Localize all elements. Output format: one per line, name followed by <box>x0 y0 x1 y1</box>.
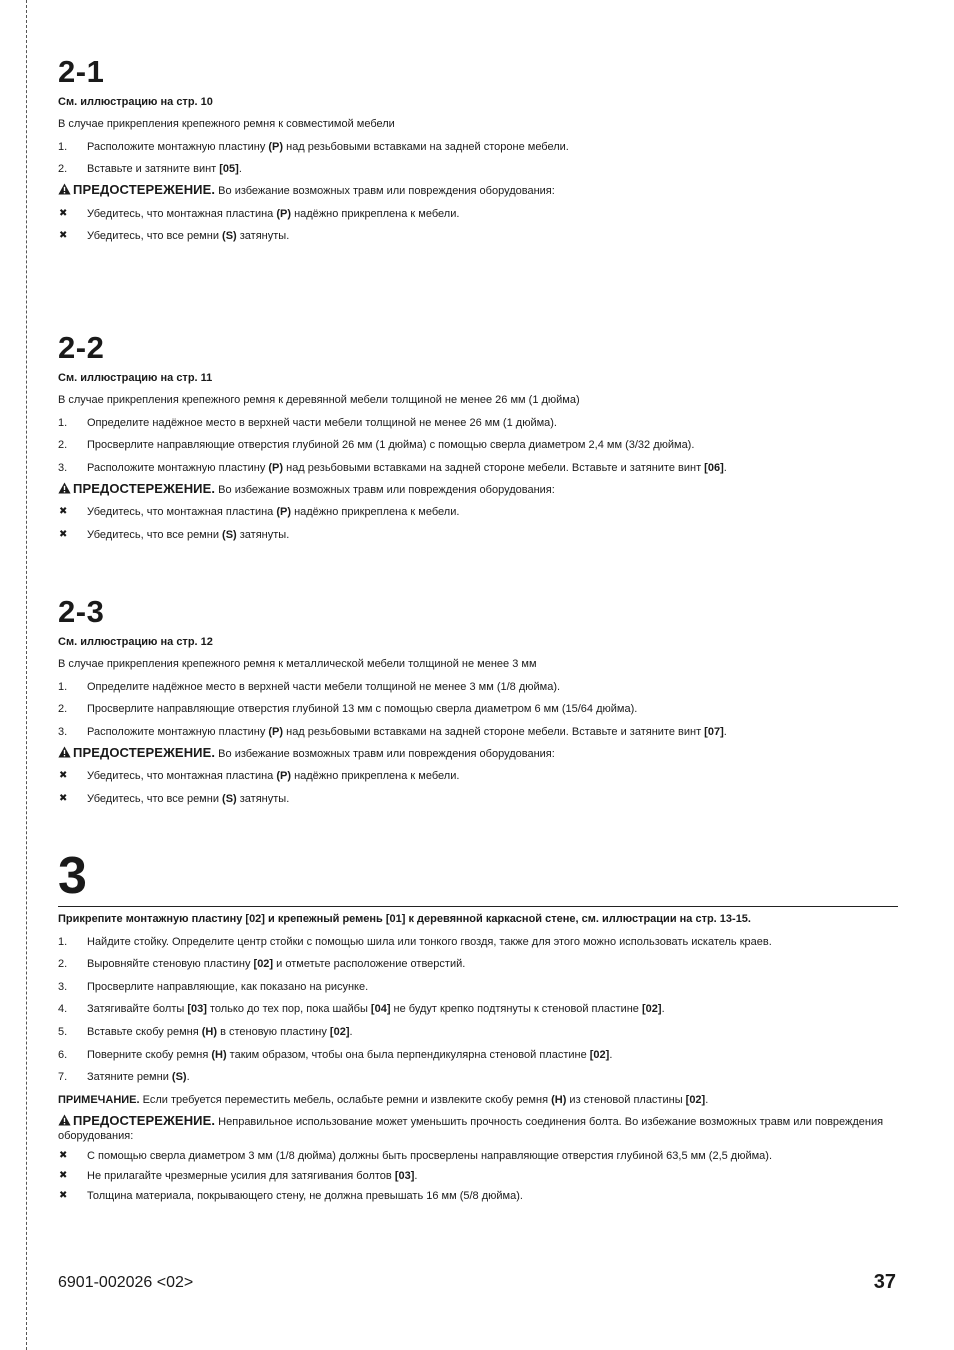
part-label: [07] <box>704 725 724 738</box>
section-heading: 2-3 <box>58 594 105 629</box>
part-label: (H) <box>211 1048 227 1061</box>
warning-text: Неправильное использование может уменьшить прочность соединения болта. Во избежание возможных травм или повреждения оборудования: <box>58 1116 884 1143</box>
step-text: Найдите стойку. Определите центр стойки с помощью шила или тонкого гвоздя, также для этого можно использовать искатель краев. <box>87 935 772 948</box>
section-intro: Прикрепите монтажную пластину [02] и крепежный ремень [01] к деревянной каркасной стене, см. иллюстрации на стр. 13-15. <box>58 913 751 925</box>
illustration-reference: См. иллюстрацию на стр. 12 <box>58 636 213 648</box>
step-number: 2. <box>58 703 68 716</box>
step-item <box>58 1025 898 1039</box>
part-label: (S) <box>222 792 237 805</box>
step-number: 7. <box>58 1071 68 1084</box>
step-item <box>58 1070 898 1084</box>
bullet-text: . <box>414 1170 418 1183</box>
bullet-text: затянуты. <box>236 230 290 243</box>
part-label: (P) <box>268 725 284 738</box>
step-number: 2. <box>58 439 68 452</box>
step-number: 3. <box>58 461 68 474</box>
section-intro: В случае прикрепления крепежного ремня к совместимой мебели <box>58 118 395 130</box>
step-text: Выровняйте стеновую пластину <box>87 958 254 971</box>
steps-list <box>58 416 898 475</box>
warning-title: ПРЕДОСТЕРЕЖЕНИЕ. <box>73 1113 216 1129</box>
section-2-3 <box>58 596 898 806</box>
step-text: Вставьте скобу ремня <box>87 1025 202 1038</box>
step-text: . <box>661 1003 665 1016</box>
note-text: Если требуется переместить мебель, ослабьте ремни и извлеките скобу ремня <box>139 1094 552 1107</box>
step-text: Вставьте и затяните винт <box>87 163 220 176</box>
step-number: 2. <box>58 163 68 176</box>
part-label: [02] <box>589 1048 610 1061</box>
bullet-text: Убедитесь, что все ремни <box>87 792 223 805</box>
part-label: (P) <box>268 461 284 474</box>
warning-triangle-icon <box>58 746 71 758</box>
note-text: . <box>705 1094 709 1107</box>
bullet-item <box>58 505 898 519</box>
note-title: ПРИМЕЧАНИЕ. <box>58 1094 140 1107</box>
step-text: Просверлите направляющие, как показано на рисунке. <box>87 980 369 993</box>
section-3 <box>58 847 898 1203</box>
bullet-text: Убедитесь, что монтажная пластина <box>87 506 277 519</box>
warning-triangle-icon <box>58 183 71 195</box>
x-bullet-icon: ✖ <box>59 207 68 219</box>
step-item <box>58 680 898 694</box>
step-text: Просверлите направляющие отверстия глубиной 26 мм (1 дюйма) с помощью сверла диаметром 2,4 мм (3/32 дюйма). <box>87 439 695 452</box>
step-text: над резьбовыми вставками на задней стороне мебели. Вставьте и затяните винт <box>283 725 705 738</box>
bullet-item <box>58 229 898 243</box>
warning-block <box>58 1114 898 1143</box>
bullet-text: Убедитесь, что все ремни <box>87 528 223 541</box>
part-label: [02] <box>642 1003 662 1016</box>
step-number: 1. <box>58 935 68 948</box>
bullet-text: Убедитесь, что все ремни <box>87 230 223 243</box>
bullet-item <box>58 769 898 783</box>
bullet-text: Толщина материала, покрывающего стену, не должна превышать 16 мм (5/8 дюйма). <box>87 1190 523 1203</box>
part-label: [02] <box>253 958 274 971</box>
step-text: таким образом, чтобы она была перпендикулярна стеновой пластине <box>226 1048 590 1061</box>
part-label: [03] <box>394 1170 415 1183</box>
section-intro: В случае прикрепления крепежного ремня к металлической мебели толщиной не менее 3 мм <box>58 658 537 670</box>
step-text: Расположите монтажную пластину <box>87 725 269 738</box>
cut-guide-line <box>26 0 27 1350</box>
section-heading: 2-1 <box>58 54 105 89</box>
section-heading: 3 <box>58 847 87 905</box>
step-text: . <box>609 1048 613 1061</box>
step-item <box>58 935 898 949</box>
bullet-text: С помощью сверла диаметром 3 мм (1/8 дюйма) должны быть просверлены направляющие отверстия глубиной 63,5 мм (2,5 дюйма). <box>87 1150 773 1163</box>
bullet-list <box>58 1149 898 1203</box>
part-label: (P) <box>268 140 284 153</box>
warning-triangle-icon <box>58 482 71 494</box>
step-text: Затягивайте болты <box>87 1003 188 1016</box>
bullet-text: Убедитесь, что монтажная пластина <box>87 207 277 220</box>
warning-block <box>58 482 898 497</box>
step-item <box>58 980 898 994</box>
illustration-reference: См. иллюстрацию на стр. 11 <box>58 372 213 384</box>
steps-list <box>58 680 898 739</box>
part-label: (S) <box>222 230 237 243</box>
warning-title: ПРЕДОСТЕРЕЖЕНИЕ. <box>73 744 216 760</box>
step-number: 3. <box>58 725 68 738</box>
bullet-item <box>58 1149 898 1163</box>
step-text: . <box>723 461 727 474</box>
step-text: только до тех пор, пока шайбы <box>206 1003 371 1016</box>
step-text: Просверлите направляющие отверстия глубиной 13 мм с помощью сверла диаметром 6 мм (15/64 дюйма). <box>87 703 638 716</box>
step-item <box>58 416 898 430</box>
step-item <box>58 957 898 971</box>
bullet-item <box>58 1189 898 1203</box>
part-label: (S) <box>222 528 237 541</box>
part-label: [03] <box>187 1003 207 1016</box>
bullet-text: затянуты. <box>236 528 290 541</box>
step-number: 4. <box>58 1003 68 1016</box>
step-text: Затяните ремни <box>87 1071 172 1084</box>
step-text: над резьбовыми вставками на задней стороне мебели. <box>283 140 569 153</box>
warning-title: ПРЕДОСТЕРЕЖЕНИЕ. <box>73 480 216 496</box>
part-label: (P) <box>276 506 292 519</box>
warning-title: ПРЕДОСТЕРЕЖЕНИЕ. <box>73 182 216 198</box>
step-text: не будут крепко подтянуты к стеновой пластине <box>390 1003 642 1016</box>
step-text: Расположите монтажную пластину <box>87 461 269 474</box>
part-label: (P) <box>276 207 292 220</box>
bullet-text: затянуты. <box>236 792 290 805</box>
step-number: 2. <box>58 958 68 971</box>
bullet-text: надёжно прикреплена к мебели. <box>291 207 460 220</box>
section-2-1 <box>58 56 898 243</box>
warning-block <box>58 746 898 761</box>
x-bullet-icon: ✖ <box>59 230 68 242</box>
step-number: 1. <box>58 680 68 693</box>
step-item <box>58 702 898 716</box>
note-text: из стеновой пластины <box>566 1094 686 1107</box>
step-item <box>58 461 898 475</box>
x-bullet-icon: ✖ <box>59 528 68 540</box>
step-item <box>58 725 898 739</box>
x-bullet-icon: ✖ <box>59 1190 68 1202</box>
bullet-item <box>58 207 898 221</box>
section-2-2 <box>58 332 898 542</box>
part-label: [05] <box>219 163 239 176</box>
part-label: (P) <box>276 770 292 783</box>
warning-triangle-icon <box>58 1114 71 1126</box>
x-bullet-icon: ✖ <box>59 770 68 782</box>
steps-list <box>58 935 898 1085</box>
step-text: над резьбовыми вставками на задней стороне мебели. Вставьте и затяните винт <box>283 461 705 474</box>
step-item <box>58 1002 898 1016</box>
bullet-list <box>58 769 898 806</box>
part-label: (H) <box>551 1094 567 1107</box>
step-text: . <box>349 1025 353 1038</box>
warning-text: Во избежание возможных травм или повреждения оборудования: <box>215 747 555 760</box>
step-text: Определите надёжное место в верхней части мебели толщиной не менее 3 мм (1/8 дюйма). <box>87 680 561 693</box>
bullet-item <box>58 528 898 542</box>
steps-list <box>58 140 898 177</box>
x-bullet-icon: ✖ <box>59 506 68 518</box>
warning-text: Во избежание возможных травм или повреждения оборудования: <box>215 483 555 496</box>
part-label: (H) <box>201 1025 218 1038</box>
part-label: [02] <box>685 1094 706 1107</box>
part-label: (S) <box>171 1071 187 1084</box>
part-label: [06] <box>704 461 724 474</box>
section-divider <box>58 906 898 907</box>
step-number: 5. <box>58 1025 68 1038</box>
bullet-text: надёжно прикреплена к мебели. <box>291 770 460 783</box>
step-text: Поверните скобу ремня <box>87 1048 212 1061</box>
part-label: [04] <box>370 1003 391 1016</box>
step-number: 1. <box>58 140 68 153</box>
step-text: . <box>238 163 242 176</box>
step-number: 1. <box>58 416 68 429</box>
step-text: и отметьте расположение отверстий. <box>273 958 466 971</box>
x-bullet-icon: ✖ <box>59 792 68 804</box>
warning-block <box>58 183 898 198</box>
step-text: . <box>723 725 727 738</box>
bullet-text: Убедитесь, что монтажная пластина <box>87 770 277 783</box>
bullet-list <box>58 207 898 244</box>
step-number: 6. <box>58 1048 68 1061</box>
step-text: Определите надёжное место в верхней части мебели толщиной не менее 26 мм (1 дюйма). <box>87 416 557 429</box>
step-item <box>58 140 898 154</box>
bullet-text: надёжно прикреплена к мебели. <box>291 506 460 519</box>
bullet-list <box>58 505 898 542</box>
bullet-item <box>58 1169 898 1183</box>
note-block <box>58 1093 898 1107</box>
warning-text: Во избежание возможных травм или повреждения оборудования: <box>215 185 555 198</box>
x-bullet-icon: ✖ <box>59 1150 68 1162</box>
step-text: . <box>186 1071 190 1084</box>
part-label: [02] <box>329 1025 350 1038</box>
step-text: Расположите монтажную пластину <box>87 140 269 153</box>
page-number: 37 <box>873 1271 896 1293</box>
x-bullet-icon: ✖ <box>59 1170 68 1182</box>
document-code: 6901-002026 <02> <box>58 1274 194 1291</box>
section-intro: В случае прикрепления крепежного ремня к деревянной мебели толщиной не менее 26 мм (1 дюйма) <box>58 394 580 406</box>
bullet-text: Не прилагайте чрезмерные усилия для затягивания болтов <box>87 1170 395 1183</box>
illustration-reference: См. иллюстрацию на стр. 10 <box>58 96 213 108</box>
step-item <box>58 438 898 452</box>
step-text: в стеновую пластину <box>217 1025 330 1038</box>
step-item <box>58 162 898 176</box>
step-number: 3. <box>58 980 68 993</box>
bullet-item <box>58 792 898 806</box>
step-item <box>58 1048 898 1062</box>
section-heading: 2-2 <box>58 330 105 365</box>
